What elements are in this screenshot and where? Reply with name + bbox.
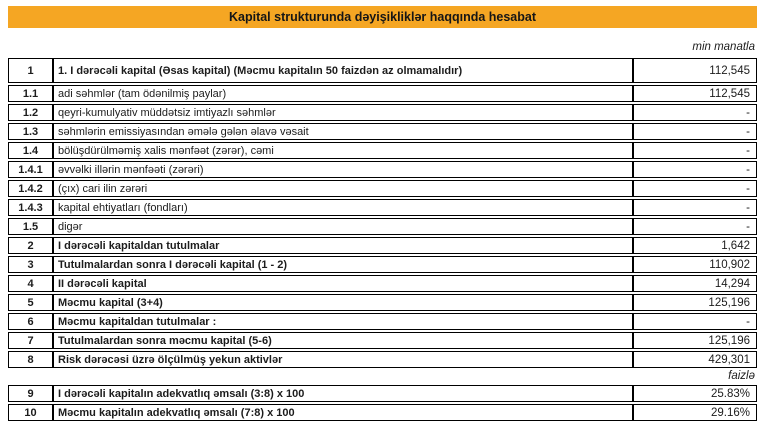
capital-structure-table [8,58,757,368]
row-number: 1.2 [22,106,39,119]
table-row [8,275,757,292]
row-value: 125,196 [632,295,756,310]
unit-note-percent: faizlə [728,370,755,382]
table-row [8,199,757,216]
row-value: 112,545 [632,59,756,82]
row-value: - [632,105,756,120]
row-number: 9 [27,387,34,400]
row-number: 6 [27,315,34,328]
row-label: Risk dərəcəsi üzrə ölçülmüş yekun aktivlər [52,352,632,367]
row-value: 25.83% [632,386,756,401]
table-row [8,85,757,102]
row-number: 1.4.3 [18,201,43,214]
table-row [8,294,757,311]
row-number: 1.4 [22,144,39,157]
table-row [8,161,757,178]
table-row [8,104,757,121]
row-value: - [632,181,756,196]
report-page [8,6,757,421]
unit-note-thousand-manat: min manatla [692,41,755,53]
adequacy-ratio-table [8,385,757,421]
row-label: Tutulmalardan sonra I dərəcəli kapital (1 - 2) [52,257,632,272]
row-number: 1.4.1 [18,163,43,176]
row-label: Məcmu kapitaldan tutulmalar : [52,314,632,329]
row-number: 2 [27,239,34,252]
table-row [8,58,757,83]
table-row [8,180,757,197]
row-value: - [632,314,756,329]
row-label: kapital ehtiyatları (fondları) [52,200,632,215]
row-label: II dərəcəli kapital [52,276,632,291]
row-number: 5 [27,296,34,309]
row-value: 429,301 [632,352,756,367]
row-label: (çıx) cari ilin zərəri [52,181,632,196]
row-number: 3 [27,258,34,271]
row-label: bölüşdürülməmiş xalis mənfəət (zərər), cəmi [52,143,632,158]
row-number: 1 [27,64,34,77]
row-label: I dərəcəli kapitaldan tutulmalar [52,238,632,253]
row-value: 125,196 [632,333,756,348]
row-label: Məcmu kapitalın adekvatlıq əmsalı (7:8) x 100 [52,405,632,420]
report-title: Kapital strukturunda dəyişikliklər haqqında hesabat [228,10,537,24]
table-row [8,123,757,140]
row-label: adi səhmlər (tam ödənilmiş paylar) [52,86,632,101]
row-label: 1. I dərəcəli kapital (Əsas kapital) (Məcmu kapitalın 50 faizdən az olmamalıdır) [52,59,632,82]
table-row [8,256,757,273]
row-number: 1.5 [22,220,39,233]
row-value: 112,545 [632,86,756,101]
table-row [8,237,757,254]
row-number: 8 [27,353,34,366]
row-number: 10 [24,406,37,419]
table-row [8,385,757,402]
table-row [8,332,757,349]
row-label: digər [52,219,632,234]
row-label: Tutulmalardan sonra məcmu kapital (5-6) [52,333,632,348]
row-label: səhmlərin emissiyasından əmələ gələn əlavə vəsait [52,124,632,139]
table-row [8,404,757,421]
row-value: - [632,162,756,177]
table-row [8,351,757,368]
row-label: qeyri-kumulyativ müddətsiz imtiyazlı səhmlər [52,105,632,120]
row-label: Məcmu kapital (3+4) [52,295,632,310]
row-number: 7 [27,334,34,347]
row-label: əvvəlki illərin mənfəəti (zərəri) [52,162,632,177]
row-number: 1.1 [22,87,39,100]
row-value: - [632,200,756,215]
row-value: 14,294 [632,276,756,291]
row-value: - [632,219,756,234]
row-value: - [632,143,756,158]
row-value: 110,902 [632,257,756,272]
title-banner [8,6,757,28]
row-number: 1.4.2 [18,182,43,195]
row-number: 1.3 [22,125,39,138]
row-value: - [632,124,756,139]
row-value: 29.16% [632,405,756,420]
table-row [8,313,757,330]
row-value: 1,642 [632,238,756,253]
row-label: I dərəcəli kapitalın adekvatlıq əmsalı (3:8) x 100 [52,386,632,401]
table-row [8,142,757,159]
row-number: 4 [27,277,34,290]
table-row [8,218,757,235]
